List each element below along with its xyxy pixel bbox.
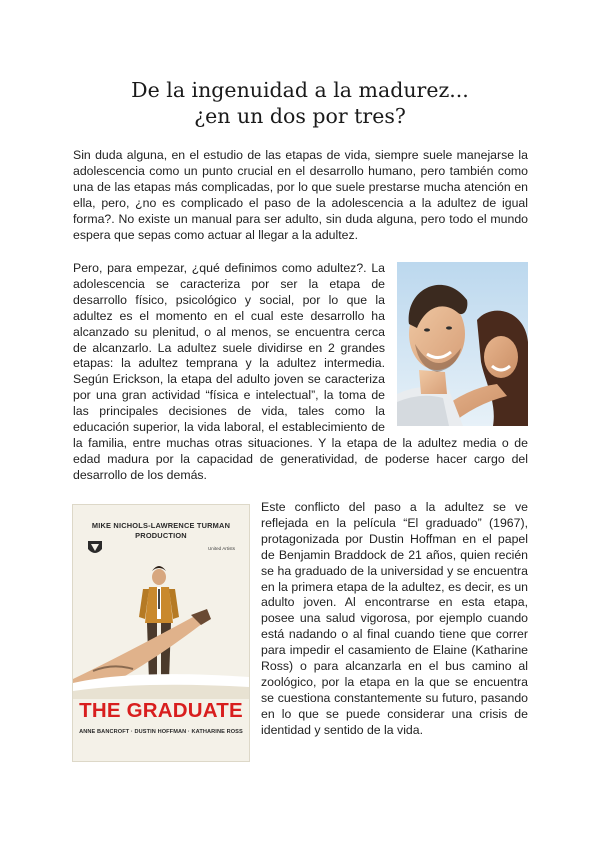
paragraph-graduado: Este conflicto del paso a la adultez se ve reflejada en la película “El graduado” (1967), protagonizada por Dustin Hoffman en el papel de Benjamin Braddock de 21 años, quien recién se ha graduado de la universidad y se encuentra en la primera etapa de la adultez, es decir, es un adulto joven. Al encontrarse en esta etapa, posee una salud vigorosa, por ejemplo cuando está nadando o al final cuando tiene que correr para impedir el casamiento de Elaine (Katharine Ross) o para alcanzarla en el bus camino al zoológico, por la etapa en la que se encuentra se cuestiona constantemente su futuro, pasando en lo que se puede considerar una crisis de identidad y sentido de la vida. xyxy=(261,500,528,737)
couple-photo-image xyxy=(397,262,528,426)
paragraph-intro: Sin duda alguna, en el estudio de las etapas de vida, siempre suele manejarse la adolescencia como un punto crucial en el desarrollo humano, pero también como una de las etapas más complicadas, por lo que suele prestarse mucha atención en ella, pero, ¿no es complicado el paso de la adolescencia a la adultez de igual forma?. No existe un manual para ser adulto, sin duda alguna, pero todo el mundo espera que sepas como actuar al llegar a la adultez. xyxy=(73,148,528,242)
page-title-line1: De la ingenuidad a la madurez... xyxy=(131,78,469,102)
paragraph-graduado-section xyxy=(73,500,528,767)
page-title-line2: ¿en un dos por tres? xyxy=(194,104,406,128)
poster-producers: MIKE NICHOLS-LAWRENCE TURMAN xyxy=(91,521,231,530)
poster-cast: ANNE BANCROFT · DUSTIN HOFFMAN · KATHARINE ROSS xyxy=(79,729,243,735)
poster-frame xyxy=(73,505,249,761)
poster-artwork-icon xyxy=(73,559,249,699)
paragraph-adultez: Pero, para empezar, ¿qué definimos como adultez?. La adolescencia se caracteriza por ser la etapa de desarrollo físico, psicológico y social, por lo que la adultez es el momento en el cual este desarrollo ha alcanzado su plenitud, o al menos, se encuentra cerca de alcanzarlo. La adultez suele dividirse en 2 grandes etapas: la adultez temprana y la adultez intermedia. Según Erickson, la etapa del adulto joven se caracteriza por una gran actividad “física e intelectual”, la toma de las principales decisiones de vida, tales como la educación superior, la vida laboral, el establecimiento de la familia, entre muchas otras situaciones. Y la etapa de la adultez media o de edad madura por la capacidad de generatividad, de poderse hacer cargo del desarrollo de los demás. xyxy=(73,261,528,482)
couple-photo xyxy=(397,262,528,426)
poster-title: THE GRADUATE xyxy=(79,699,243,722)
paragraph-adultez-section xyxy=(73,261,528,484)
rating-badge-icon xyxy=(86,539,104,557)
poster-distributor: United Artists xyxy=(207,546,235,551)
the-graduate-poster xyxy=(73,505,249,761)
poster-production: PRODUCTION xyxy=(135,531,187,540)
